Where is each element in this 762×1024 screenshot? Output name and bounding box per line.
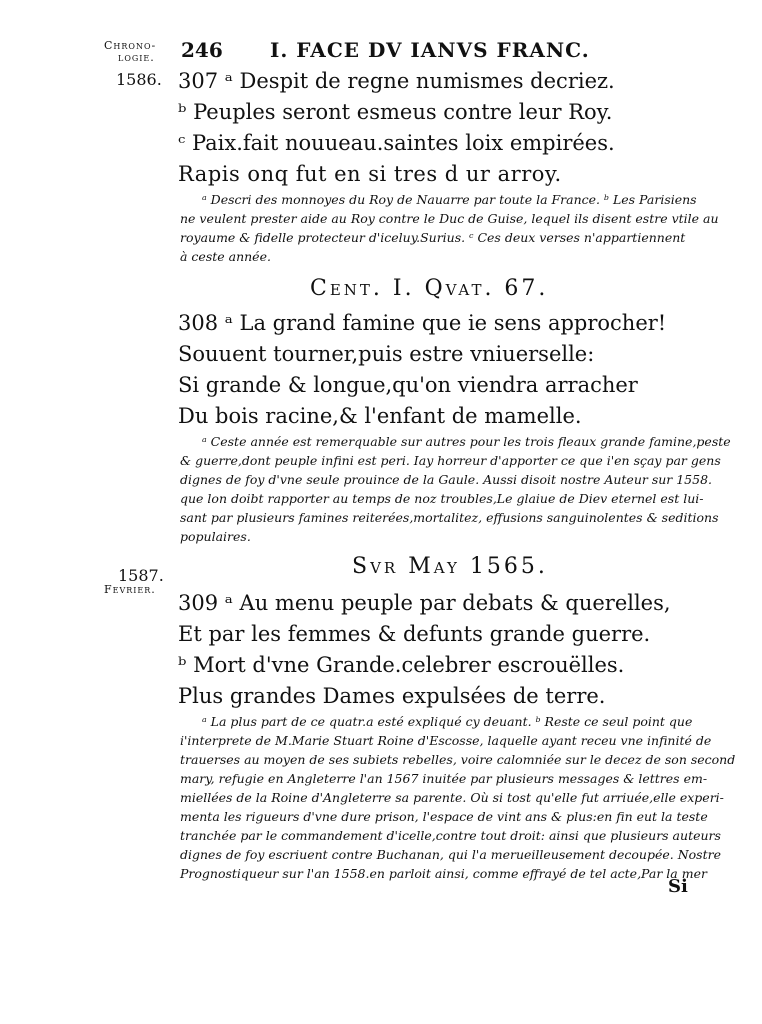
commentary-308 <box>180 432 731 546</box>
quatrain-307 <box>178 66 615 190</box>
verse-line: Du bois racine,& l'enfant de mamelle. <box>178 404 582 428</box>
note-line: menta les rigueurs d'vne dure prison, l'espace de vint ans & plus:en fin eut la teste <box>180 809 708 824</box>
note-line: ne veulent prester aide au Roy contre le Duc de Guise, lequel ils disent estre vtile au <box>180 211 719 226</box>
margin-year-1586: 1586. <box>116 70 162 89</box>
verse-line: Rapis onq fut en si tres d ur arroy. <box>178 162 562 186</box>
margin-note-line: Chrono- <box>104 39 157 52</box>
note-line: mary, refugie en Angleterre l'an 1567 inuitée par plusieurs messages & lettres em- <box>180 771 708 786</box>
note-line: trauerses au moyen de ses subiets rebelles, voire calomniée sur le decez de son second <box>180 752 736 767</box>
verse-line: Si grande & longue,qu'on viendra arracher <box>178 373 638 397</box>
quatrain-308 <box>178 308 666 432</box>
commentary-307 <box>180 190 719 266</box>
note-line: tranchée par le commandement d'icelle,contre tout droit: ainsi que plusieurs auteurs <box>180 828 721 843</box>
verse-line: ᵇ Mort d'vne Grande.celebrer escrouëlles. <box>178 653 625 677</box>
note-line: miellées de la Roine d'Angleterre sa parente. Où si tost qu'elle fut arriuée,elle experi- <box>180 790 724 805</box>
section-heading: Svr May 1565. <box>352 554 548 579</box>
page-number: 246 <box>181 38 223 62</box>
catchword: Si <box>668 876 688 897</box>
verse-line: 309 ᵃ Au menu peuple par debats & querelles, <box>178 591 671 615</box>
verse-line: Souuent tourner,puis estre vniuerselle: <box>178 342 595 366</box>
note-line: ᵃ Descri des monnoyes du Roy de Nauarre par toute la France. ᵇ Les Parisiens <box>202 192 697 207</box>
verse-line: ᵇ Peuples seront esmeus contre leur Roy. <box>178 100 613 124</box>
note-line: sant par plusieurs famines reiterées,mortalitez, effusions sanguinolentes & seditions <box>180 510 719 525</box>
note-line: populaires. <box>180 529 251 544</box>
margin-note-chronologie <box>104 40 156 64</box>
running-title: I. FACE DV IANVS FRANC. <box>270 38 590 62</box>
note-line: que lon doibt rapporter au temps de noz troubles,Le glaiue de Diev eternel est lui- <box>180 491 704 506</box>
note-line: à ceste année. <box>180 249 271 264</box>
verse-line: ᶜ Paix.fait nouueau.saintes loix empirées. <box>178 131 615 155</box>
note-line: ᵃ La plus part de ce quatr.a esté expliqué cy deuant. ᵇ Reste ce seul point que <box>202 714 693 729</box>
note-line: & guerre,dont peuple infini est peri. Iay horreur d'apporter ce que i'en sçay par gens <box>180 453 721 468</box>
note-line: dignes de foy d'vne seule prouince de la Gaule. Aussi disoit nostre Auteur sur 1558. <box>180 472 713 487</box>
section-heading: Cent. I. Qvat. 67. <box>310 276 549 301</box>
note-line: ᵃ Ceste année est remerquable sur autres pour les trois fleaux grande famine,peste <box>202 434 731 449</box>
verse-line: Plus grandes Dames expulsées de terre. <box>178 684 606 708</box>
note-line: royaume & fidelle protecteur d'iceluy.Surius. ᶜ Ces deux verses n'appartiennent <box>180 230 686 245</box>
note-line: i'interprete de M.Marie Stuart Roine d'Escosse, laquelle ayant receu vne infinité de <box>180 733 712 748</box>
margin-year-1587: 1587. <box>118 566 164 585</box>
margin-month: Fevrier. <box>104 583 156 596</box>
commentary-309 <box>180 712 735 883</box>
margin-note-line: logie. <box>118 51 155 64</box>
note-line: dignes de foy escriuent contre Buchanan, qui l'a merueilleusement decoupée. Nostre <box>180 847 721 862</box>
verse-line: 308 ᵃ La grand famine que ie sens approcher! <box>178 311 667 335</box>
quatrain-309 <box>178 588 671 712</box>
verse-line: 307 ᵃ Despit de regne numismes decriez. <box>178 69 615 93</box>
note-line: Prognostiqueur sur l'an 1558.en parloit ainsi, comme effrayé de tel acte,Par la mer <box>180 866 707 881</box>
verse-line: Et par les femmes & defunts grande guerre. <box>178 622 651 646</box>
